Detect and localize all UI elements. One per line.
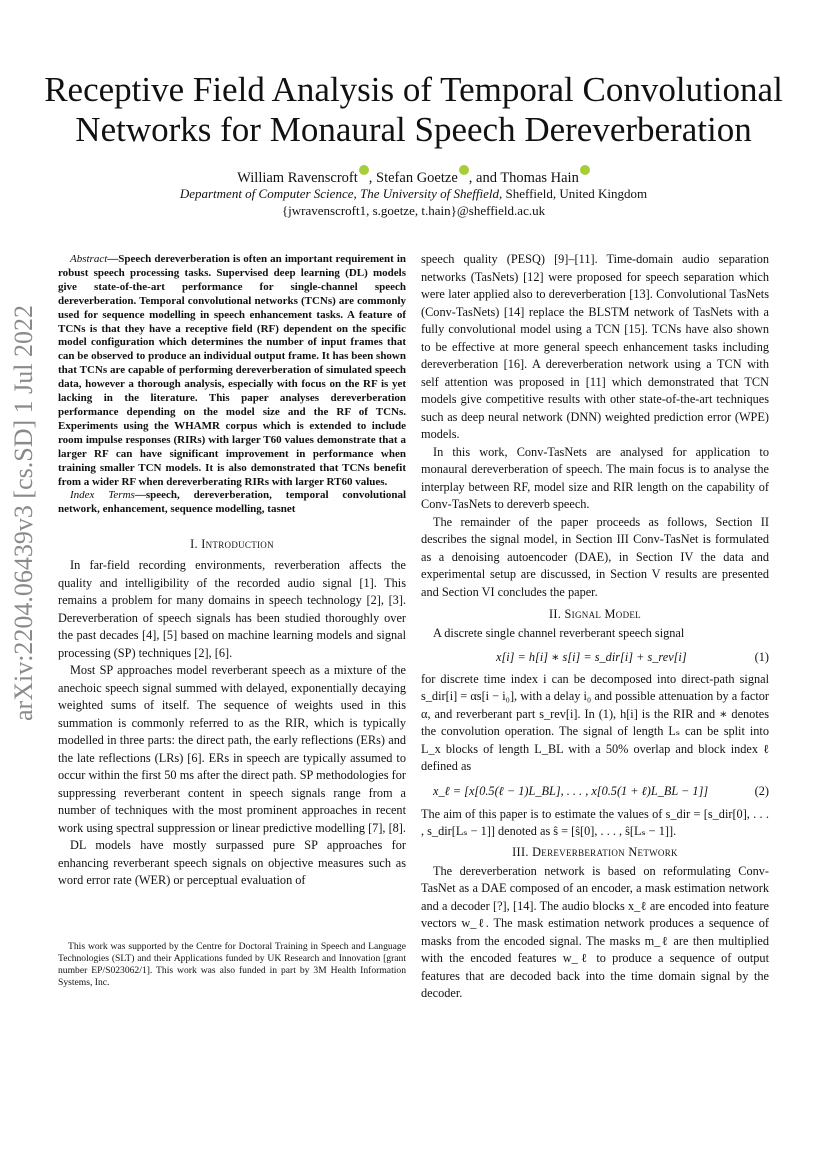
orcid-icon[interactable] <box>359 165 369 175</box>
abstract-text: —Speech dereverberation is often an important requirement in robust speech processing tasks. Supervised deep learning (DL) models give state-of-the-art performance for single-channel speech dereverberation. Temporal convolutional networks (TCNs) are commonly used for sequence modelling in speech enhancement tasks. A feature of TCNs is that they have a receptive field (RF) dependent on the specific model configuration which determines the number of input frames that can be observed to produce an individual output frame. It has been shown that TCNs are capable of performing dereverberation of simulated speech data, however a thorough analysis, especially with focus on the RF is yet lacking in the literature. This paper analyses dereverberation performance depending on the model size and the RF of TCNs. Experiments using the WHAMR corpus which is extended to include room impulse responses (RIRs) with larger T60 values demonstrate that a larger RF can have significant improvement in performance when training smaller TCN models. It is also demonstrated that TCNs benefit from a wider RF when dereverberating RIRs with larger RT60 values. <box>58 253 406 488</box>
orcid-icon[interactable] <box>459 165 469 175</box>
paragraph: In far-field recording environments, reverberation affects the quality and intelligibility of the recorded audio signal [1]. This remains a problem for many domains in speech technology [2], [3]. Dereverberation of speech signals has been studied thoroughly over the past decades [4], [5] based on machine learning models and signal processing (SP) techniques [2], [6]. <box>58 558 406 660</box>
paragraph: for discrete time index i can be decomposed into direct-path signal s_dir[i] = αs[i − i₀], with a delay i₀ and possible attenuation by a factor α, and reverberant part s_rev[i]. In (1), h[i] is the RIR and ∗ denotes the convolution operation. The signal of length Lₛ can be split into L_x blocks of length L_BL with a 50% overlap and block index ℓ defined as <box>421 671 769 773</box>
author-name: , Stefan Goetze <box>368 170 458 186</box>
index-terms-text: —speech, dereverberation, temporal convolutional network, enhancement, sequence modelling, tasnet <box>58 489 406 516</box>
affiliation <box>0 185 827 203</box>
left-column <box>58 253 406 890</box>
orcid-icon[interactable] <box>580 165 590 175</box>
section-heading: I. Introduction <box>190 537 274 552</box>
abstract-label: Abstract <box>70 253 108 265</box>
department: Department of Computer Science <box>179 186 354 201</box>
equation-text: x[i] = h[i] ∗ s[i] = s_dir[i] + s_rev[i] <box>496 649 687 664</box>
index-terms-label: Index Terms <box>70 489 135 502</box>
equation-2 <box>433 782 769 800</box>
footnote-text: This work was supported by the Centre for Doctoral Training in Speech and Language Technologies (SLT) and their Applications funded by UK Research and Innovation [grant number EP/S023062/1]. This work was also funded in part by 3M Health Information Systems, Inc. <box>58 941 406 988</box>
paragraph: A discrete single channel reverberant speech signal <box>433 626 685 640</box>
paragraph: Most SP approaches model reverberant speech as a mixture of the anechoic speech signal summed with delayed, exponentially decaying weighted sums of itself. The sequence of weights used in this summation is commonly referred to as the RIR, which is typically modelled in three parts: the direct path, the early reflections (ERs) and the late reflections (LRs) [6]. ERs in speech are typically assumed to occur within the first 50 ms after the direct path. SP methodologies for suppressing reverberant content in speech signals range from a number of techniques with the most prominent approaches in recent work using spectral suppression or linear predictive modelling [7], [8]. <box>58 663 406 835</box>
author-name: , and Thomas Hain <box>468 170 579 186</box>
emails: {jwravenscroft1, s.goetze, t.hain}@sheffield.ac.uk <box>281 203 546 218</box>
footnote <box>58 941 406 989</box>
equation-text: x_ℓ = [x[0.5(ℓ − 1)L_BL], . . . , x[0.5(1 + ℓ)L_BL − 1]] <box>433 783 709 798</box>
equation-1 <box>496 648 769 666</box>
sep: , <box>353 186 360 201</box>
paragraph: The dereverberation network is based on reformulating Conv-TasNet as a DAE composed of an encoder, a mask estimation network and a decoder [?], [14]. The audio blocks x_ℓ are encoded into feature vectors w_ℓ. The mask estimation network produces a sequence of masks from the encoded signal. The masks m_ℓ are then multiplied with the encoded features w_ℓ to produce a sequence of output features that are decoded back into the time domain signal by the decoder. <box>421 863 769 1000</box>
abstract <box>58 253 406 489</box>
index-terms <box>58 489 406 517</box>
equation-number: (1) <box>754 649 769 664</box>
arxiv-id-text: arXiv:2204.06439v3 [cs.SD] 1 Jul 2022 <box>9 304 38 721</box>
paper-title <box>0 70 827 150</box>
equation-number: (2) <box>754 783 769 798</box>
right-column <box>421 251 769 1003</box>
section-heading: II. Signal Model <box>549 607 641 621</box>
title-line: Receptive Field Analysis of Temporal Convolutional <box>44 70 783 109</box>
arxiv-identifier <box>8 240 40 785</box>
location: , Sheffield, United Kingdom <box>499 186 648 201</box>
paragraph: The aim of this paper is to estimate the values of s_dir = [s_dir[0], . . . , s_dir[Lₛ − 1]] denoted as ŝ = [ŝ[0], . . . , ŝ[Lₛ − 1]]. <box>421 806 769 838</box>
section-heading: III. Dereverberation Network <box>512 844 678 859</box>
title-line: Networks for Monaural Speech Dereverberation <box>75 110 752 149</box>
paragraph: DL models have mostly surpassed pure SP approaches for enhancing reverberant speech signals on objective measures such as word error rate (WER) or perceptual evaluation of <box>58 838 406 888</box>
author-name: William Ravenscroft <box>237 170 358 186</box>
paragraph: speech quality (PESQ) [9]–[11]. Time-domain audio separation networks (TasNets) [12] were proposed for speech separation which were later applied also to dereverberation [13]. Convolutional TasNets (Conv-TasNets) [14] replace the BLSTM network of TasNets with a fully convolutional model using a TCN [15]. TCNs have also shown to be effective at more general speech enhancement tasks including dereverberation [16]. A dereverberation network using a TCN with self attention was proposed in [11] which demonstrated that TCN models give competitive results with other state-of-the-art techniques such as deep neural network (DNN) weighted prediction error (WPE) models. <box>421 252 769 441</box>
paragraph: In this work, Conv-TasNets are analysed for application to monaural dereverberation of speech. The main focus is to analyse the interplay between RF, model size and RIR length on the capability of Conv-TasNets to dereverb speech. <box>421 444 769 511</box>
authors <box>0 165 827 187</box>
paragraph: The remainder of the paper proceeds as follows, Section II describes the signal model, in Section III Conv-TasNet is formulated as a denoising autoencoder (DAE), in Section IV the data and experimental setup are discussed, in Section V results are presented and Section VI concludes the paper. <box>421 514 769 599</box>
university: The University of Sheffield <box>359 186 499 201</box>
